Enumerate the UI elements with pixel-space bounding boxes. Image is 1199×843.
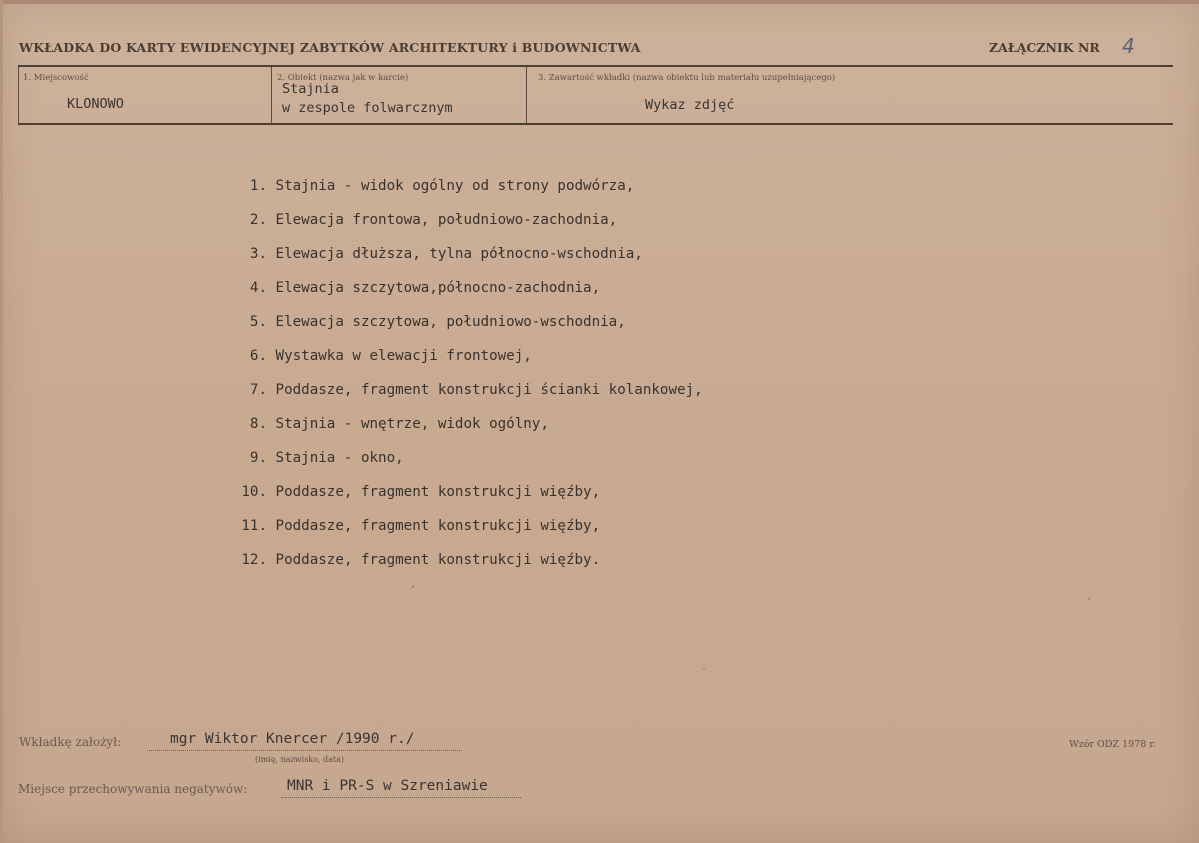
photo-list-item [225,246,643,262]
photo-list-item [225,416,549,432]
photo-number: 6. [249,348,267,364]
content-value: Wykaz zdjęć [645,97,735,113]
header-bottom-rule [18,123,1173,125]
founder-hint: (imię, nazwisko, data) [255,755,345,764]
field-divider-2 [526,67,527,123]
header-top-rule [18,65,1173,67]
form-title: WKŁADKA DO KARTY EWIDENCYJNEJ ZABYTKÓW ARCHITEKTURY i BUDOWNICTWA [19,40,641,55]
photo-description: Stajnia - wnętrze, widok ogólny, [275,416,549,432]
photo-number: 7. [249,382,267,398]
photo-list-item [225,348,532,364]
photo-number: 11. [241,518,267,534]
paper-speck [1088,598,1090,600]
photo-description: Poddasze, fragment konstrukcji więźby, [275,518,601,534]
photo-list-item [225,212,617,228]
negatives-value: MNR i PR-S w Szreniawie [287,778,488,794]
founder-label: Wkładkę założył: [19,735,122,749]
object-label: 2. Obiekt (nazwa jak w karcie) [277,73,409,83]
photo-list-item [225,518,600,534]
photo-list-item [225,314,626,330]
photo-number: 1. [249,178,267,194]
photo-description: Stajnia - okno, [275,450,404,466]
photo-description: Elewacja dłuższa, tylna północno-wschodnia, [275,246,643,262]
photo-description: Stajnia - widok ogólny od strony podwórza, [275,178,635,194]
photo-description: Wystawka w elewacji frontowej, [275,348,532,364]
card-top-edge [0,0,1199,4]
content-label: 3. Zawartość wkładki (nazwa obiektu lub materiału uzupełniającego) [538,73,836,83]
photo-number: 2. [249,212,267,228]
photo-list-item [225,280,600,296]
photo-description: Elewacja szczytowa,północno-zachodnia, [275,280,601,296]
object-value-line2: w zespole folwarcznym [282,100,453,116]
photo-list-item [225,552,600,568]
photo-number: 3. [249,246,267,262]
annex-label: ZAŁĄCZNIK NR [989,40,1100,55]
card-left-edge [0,0,3,843]
photo-number: 5. [249,314,267,330]
photo-list-item [225,450,404,466]
photo-number: 4. [249,280,267,296]
photo-list-item [225,484,600,500]
template-reference: Wzór ODZ 1978 r. [1069,739,1156,750]
photo-number: 9. [249,450,267,466]
photo-description: Poddasze, fragment konstrukcji więźby, [275,484,601,500]
field-divider-1 [271,67,272,123]
locality-value: KLONOWO [67,96,124,112]
photo-description: Elewacja frontowa, południowo-zachodnia, [275,212,618,228]
photo-number: 10. [241,484,267,500]
photo-number: 12. [241,552,267,568]
object-value-line1: Stajnia [282,81,339,97]
photo-description: Poddasze, fragment konstrukcji ścianki kolankowej, [275,382,703,398]
annex-number: 4 [1122,34,1135,58]
paper-speck [703,668,705,670]
photo-list-item [225,178,634,194]
founder-value: mgr Wiktor Knercer /1990 r./ [170,731,415,747]
photo-number: 8. [249,416,267,432]
negatives-label: Miejsce przechowywania negatywów: [18,782,248,796]
photo-description: Elewacja szczytowa, południowo-wschodnia, [275,314,626,330]
photo-list-item [225,382,703,398]
negatives-dotted-line [281,797,521,798]
field-divider-left [18,67,19,123]
locality-label: 1. Miejscowość [23,73,89,83]
founder-dotted-line [147,750,462,751]
paper-speck [412,585,414,588]
photo-description: Poddasze, fragment konstrukcji więźby. [275,552,601,568]
